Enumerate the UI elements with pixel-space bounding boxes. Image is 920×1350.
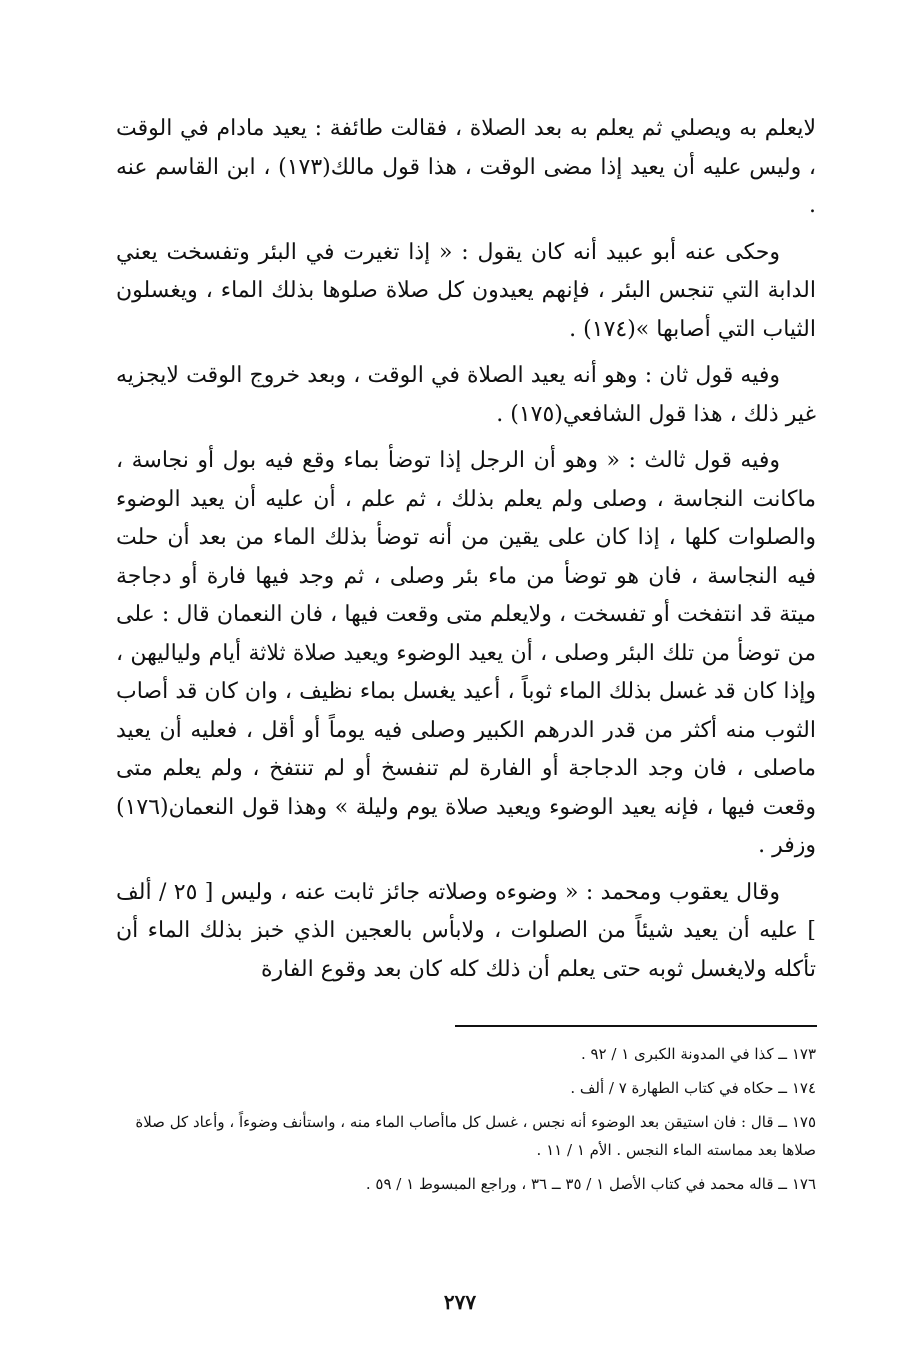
footnote-174: ١٧٤ ــ حكاه في كتاب الطهارة ٧ / ألف . bbox=[570, 1079, 816, 1097]
paragraph-5: وقال يعقوب ومحمد : « وضوءه وصلاته جائز ثابت عنه ، وليس [ ٢٥ / ألف ] عليه أن يعيد شيئاً من الصلوات ، ولابأس بالعجين الذي خبز بذلك الماء أن تأكله ولايغسل ثوبه حتى يعلم أن ذلك كله كان بعد وقوع الفارة bbox=[116, 879, 816, 982]
footnote-176: ١٧٦ ــ قاله محمد في كتاب الأصل ١ / ٣٥ ــ ٣٦ ، وراجع المبسوط ١ / ٥٩ . bbox=[365, 1175, 816, 1193]
footnotes bbox=[116, 1040, 816, 1204]
main-text bbox=[116, 110, 816, 997]
footnote-divider bbox=[455, 1025, 817, 1027]
footnote-175: ١٧٥ ــ قال : فان استيقن بعد الوضوء أنه نجس ، غسل كل ماأصاب الماء منه ، واستأنف وضوءاً ، وأعاد كل صلاة صلاها بعد مماسته الماء النجس . الأم ١ / ١١ . bbox=[135, 1113, 816, 1159]
paragraph-3: وفيه قول ثان : وهو أنه يعيد الصلاة في الوقت ، وبعد خروج الوقت لايجزيه غير ذلك ، هذا قول الشافعي(١٧٥) . bbox=[116, 363, 816, 427]
paragraph-1: لايعلم به ويصلي ثم يعلم به بعد الصلاة ، فقالت طائفة : يعيد مادام في الوقت ، وليس عليه أن يعيد إذا مضى الوقت ، هذا قول مالك(١٧٣) ، ابن القاسم عنه . bbox=[116, 116, 816, 218]
page-number: ٢٧٧ bbox=[443, 1290, 477, 1314]
paragraph-4: وفيه قول ثالث : « وهو أن الرجل إذا توضأ بماء وقع فيه بول أو نجاسة ، ماكانت النجاسة ، وصلى ولم يعلم بذلك ، ثم علم ، أن عليه أن يعيد الوضوء والصلوات كلها ، إذا كان على يقين من أنه توضأ بذلك الماء من بعد أن حلت فيه النجاسة ، فان هو توضأ من ماء بئر وصلى ، ثم وجد فيها فارة أو دجاجة ميتة قد انتفخت أو تفسخت ، ولايعلم متى وقعت فيها ، فان النعمان قال : على من توضأ من تلك البئر وصلى ، أن يعيد الوضوء ويعيد صلاة ثلاثة أيام ولياليهن ، وإذا كان قد غسل بذلك الماء ثوباً ، أعيد يغسل بماء نظيف ، وان كان قد أصاب الثوب منه أكثر من قدر الدرهم الكبير وصلى فيه يوماً أو أقل ، فعليه أن يعيد ماصلى ، فان وجد الدجاجة أو الفارة لم تنفسخ أو لم تنتفخ ، ولم يعلم متى وقعت فيها ، فإنه يعيد الوضوء ويعيد صلاة يوم وليلة » وهذا قول النعمان(١٧٦) وزفر . bbox=[116, 448, 817, 858]
paragraph-2: وحكى عنه أبو عبيد أنه كان يقول : « إذا تغيرت في البئر وتفسخت يعني الدابة التي تنجس البئر ، فإنهم يعيدون كل صلاة صلوها بذلك الماء ، ويغسلون الثياب التي أصابها »(١٧٤) . bbox=[116, 239, 816, 342]
footnote-173: ١٧٣ ــ كذا في المدونة الكبرى ١ / ٩٢ . bbox=[580, 1045, 816, 1063]
